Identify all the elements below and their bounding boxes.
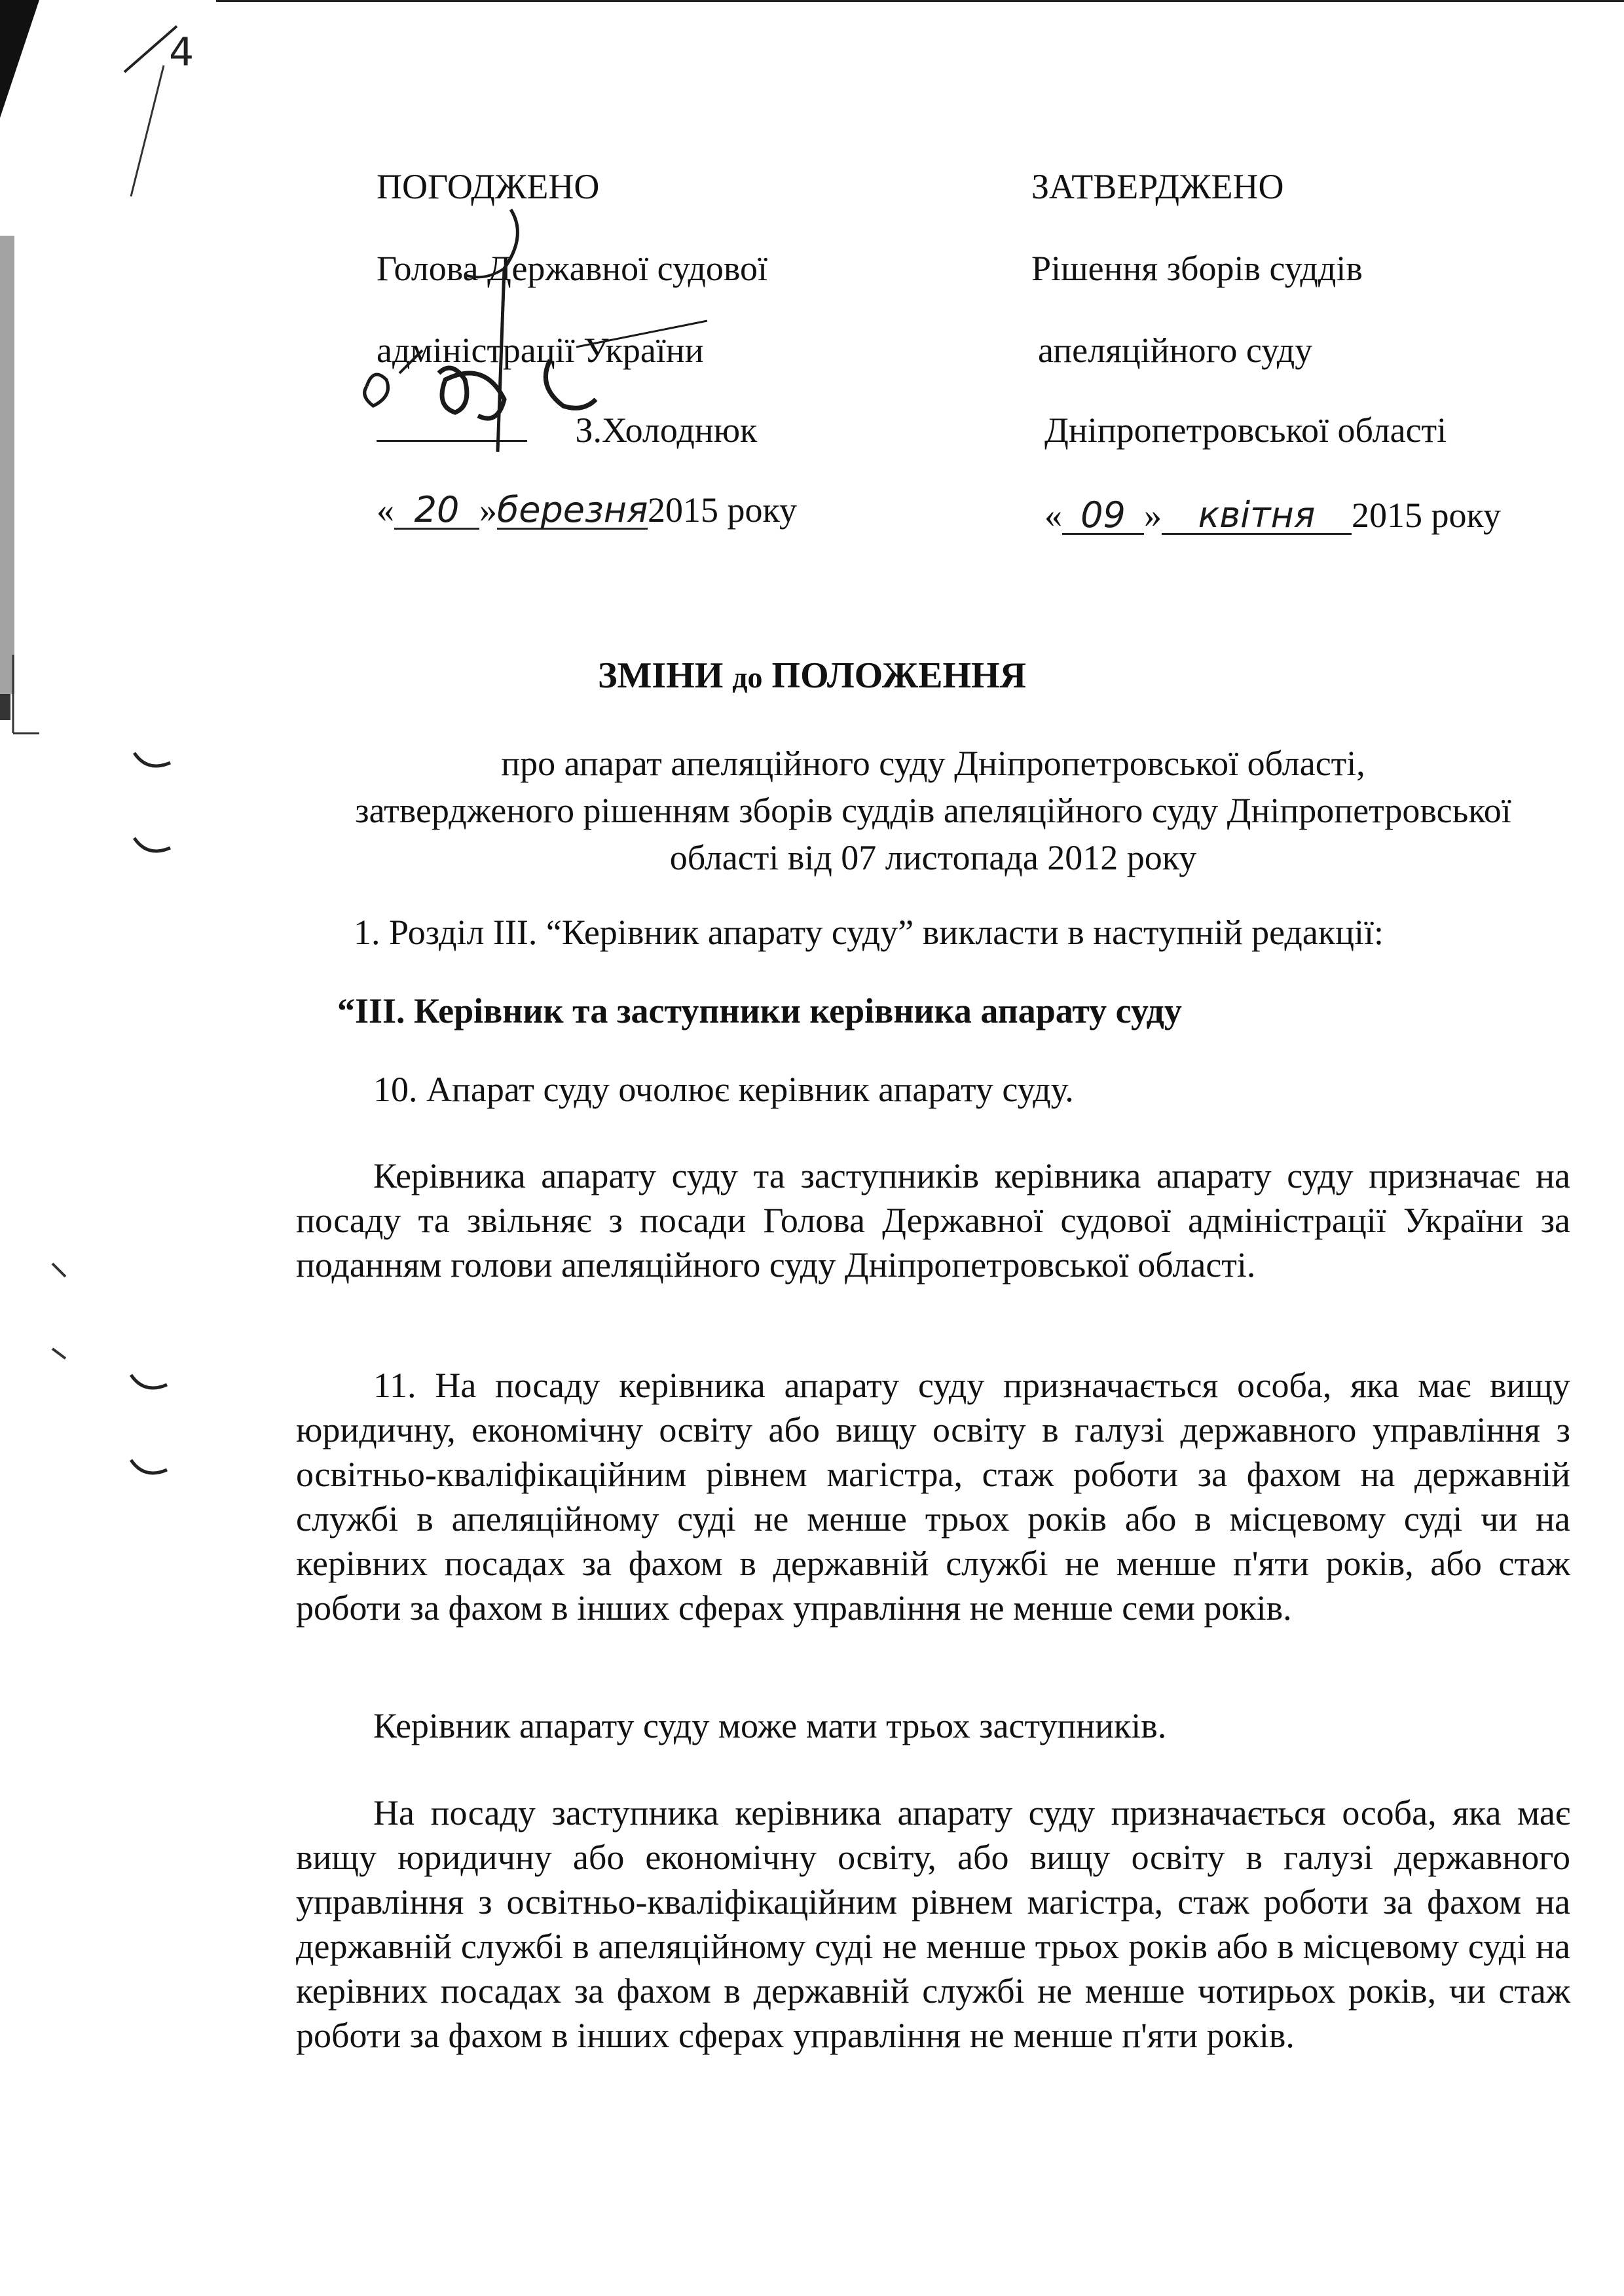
title-main: ЗМІНИ [597, 655, 733, 696]
date-day: 09 [1062, 498, 1144, 535]
date-year: 2015 року [648, 490, 797, 530]
section-heading: “III. Керівник та заступники керівника апарату суду [337, 991, 1182, 1030]
scan-left-edge [0, 0, 194, 2296]
date-quote-open: « [1044, 496, 1062, 535]
subtitle-line1: про апарат апеляційного суду Дніпропетровської області, [501, 744, 1365, 783]
svg-text:4: 4 [169, 29, 194, 75]
date-year: 2015 року [1352, 496, 1501, 535]
title-end: ПОЛОЖЕННЯ [762, 655, 1027, 696]
signature-mark [354, 196, 825, 537]
item-1: 1. Розділ III. “Керівник апарату суду” викласти в наступній редакції: [354, 913, 1384, 952]
date-month: березня [497, 489, 648, 530]
subtitle-line3: області від 07 листопада 2012 року [669, 838, 1197, 877]
document-title [0, 655, 1624, 697]
approval-left-title: ПОГОДЖЕНО [377, 167, 600, 206]
paragraph-12: Керівник апарату суду може мати трьох заступників. [373, 1706, 1167, 1745]
approval-left-line1: Голова Державної судової [377, 249, 768, 288]
date-quote-close: » [1144, 496, 1162, 535]
title-small: до [732, 661, 763, 694]
date-day: 20 [394, 492, 479, 530]
date-quote-open: « [377, 490, 394, 530]
paragraph-11: 11. На посаду керівника апарату суду призначається особа, яка має вищу юридичну, економічну освіту або вищу освіту в галузі державного управління з освітньо-кваліфікаційним рівнем магістра, стаж роботи за фахом на державній службі в апеляційному суді не менше трьох років або в місцевому суді чи на керівних посадах за фахом в державній службі не менше п'яти років, або стаж роботи за фахом в інших сферах управління не менше семи років. [296, 1366, 1570, 1628]
approval-right-title: ЗАТВЕРДЖЕНО [1031, 167, 1284, 206]
approval-right-date [1044, 494, 1501, 536]
approval-right-line1: Рішення зборів суддів [1031, 249, 1363, 288]
approval-right-line2: апеляційного суду [1038, 331, 1313, 370]
approval-left-line2: адміністрації України [377, 331, 704, 370]
approval-right-line3: Дніпропетровської області [1044, 410, 1447, 450]
date-month: квітня [1162, 498, 1352, 535]
scan-edge-line [216, 0, 1624, 6]
signer-name: З.Холоднюк [575, 410, 758, 450]
paragraph-10: 10. Апарат суду очолює керівник апарату суду. [373, 1070, 1074, 1109]
subtitle-line2: затвердженого рішенням зборів суддів апеляційного суду Дніпропетровської [355, 791, 1511, 830]
paragraph-13: На посаду заступника керівника апарату суду призначається особа, яка має вищу юридичну або економічну освіту, або вищу освіту в галузі державного управління з освітньо-кваліфікаційним рівнем магістра, стаж роботи за фахом на державній службі в апеляційному суді не менше трьох років або в місцевому суді на керівних посадах за фахом в державній службі не менше чотирьох років, чи стаж роботи за фахом в інших сферах управління не менше п'яти років. [296, 1793, 1570, 2055]
date-quote-close: » [479, 490, 497, 530]
paragraph-10b: Керівника апарату суду та заступників керівника апарату суду призначає на посаду та звільняє з посади Голова Державної судової адміністрації України за поданням голови апеляційного суду Дніпропетровської області. [296, 1156, 1570, 1285]
